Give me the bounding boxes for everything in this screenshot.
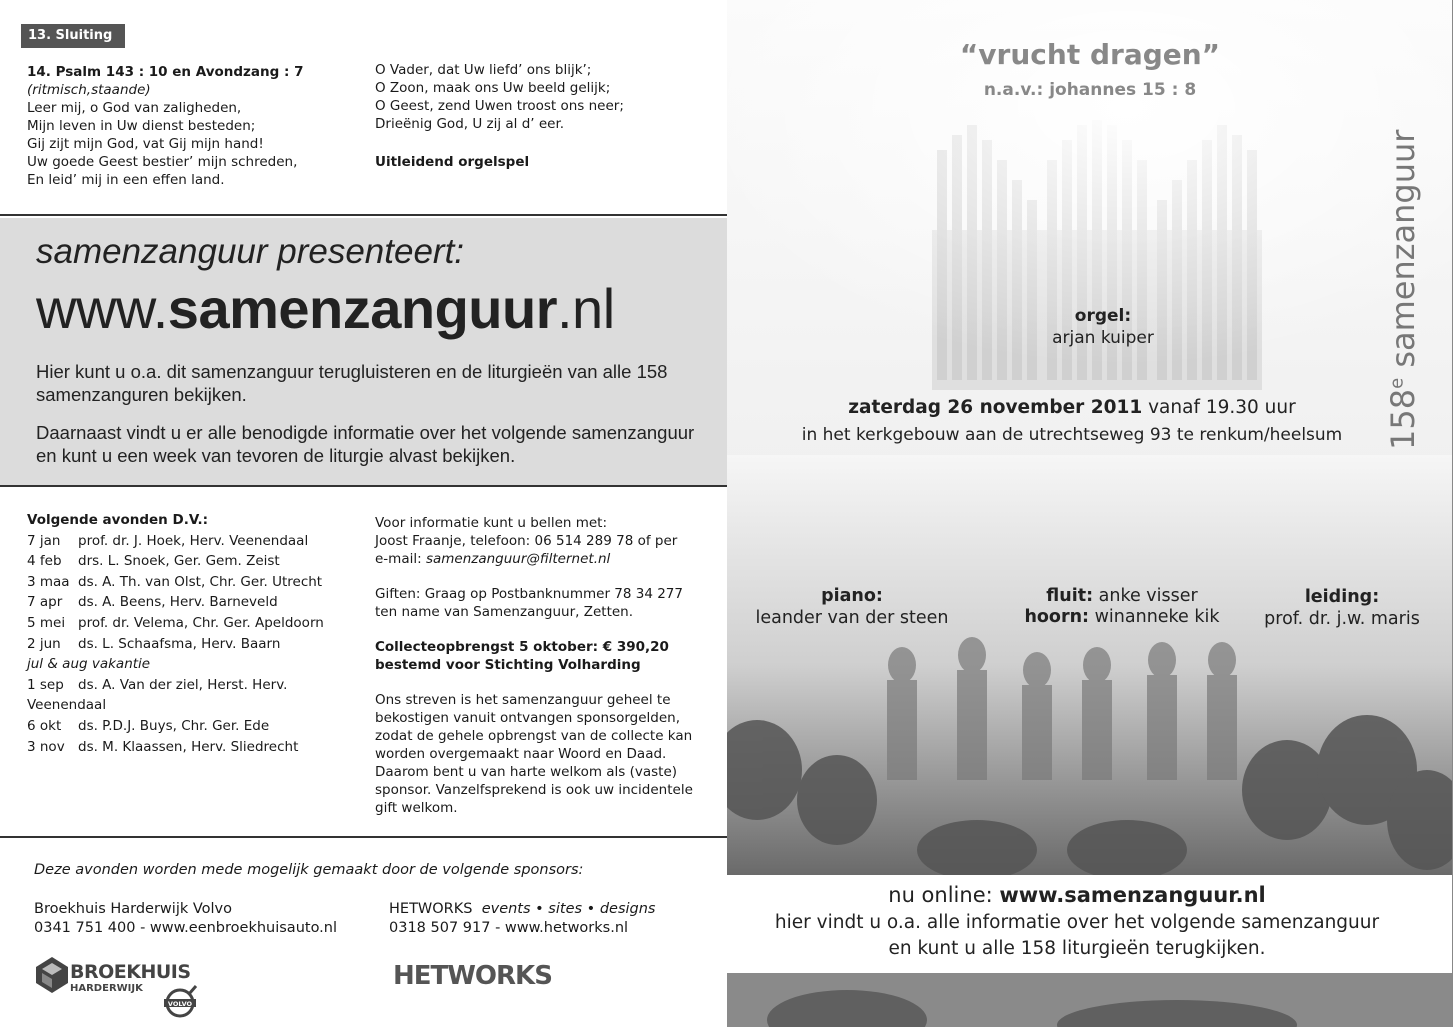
divider: [0, 485, 727, 487]
hymn-line: Leer mij, o God van zaligheden,: [27, 100, 242, 116]
sponsor-broekhuis: [34, 900, 337, 938]
contact-line: Joost Fraanje, telefoon: 06 514 289 78 of per: [375, 533, 678, 549]
hymn-line: Gij zijt mijn God, vat Gij mijn hand!: [27, 136, 264, 152]
online-desc-2: en kunt u alle 158 liturgieën terugkijken.: [888, 938, 1266, 959]
gifts-info: [375, 585, 695, 621]
hymn-note: (ritmisch,staande): [27, 82, 151, 98]
schedule: [27, 510, 367, 757]
divider: [0, 836, 727, 838]
collection-line: bestemd voor Stichting Volharding: [375, 657, 641, 673]
schedule-row: [27, 634, 367, 655]
sponsors-intro: Deze avonden worden mede mogelijk gemaakt door de volgende sponsors:: [34, 862, 584, 878]
schedule-speaker: ds. L. Schaafsma, Herv. Baarn: [78, 635, 281, 652]
schedule-heading: Volgende avonden D.V.:: [27, 512, 209, 528]
schedule-date: 3 maa: [27, 573, 70, 590]
schedule-speaker: ds. A. Beens, Herv. Barneveld: [78, 594, 278, 611]
hornist: winanneke kik: [1089, 607, 1220, 627]
promo-paragraph-1: Hier kunt u o.a. dit samenzanguur terugluisteren en de liturgieën van alle 158 samenzanguren bekijken.: [36, 361, 668, 405]
volvo-badge-icon: [162, 981, 202, 1021]
event-time: vanaf 19.30 uur: [1142, 397, 1296, 418]
schedule-speaker: prof. dr. Velema, Chr. Ger. Apeldoorn: [78, 614, 324, 631]
schedule-row: [27, 531, 367, 552]
flute-line: [1007, 586, 1237, 606]
schedule-row-continuation: Veenendaal: [27, 697, 107, 714]
schedule-date: 7 apr: [27, 594, 63, 611]
event-location: in het kerkgebouw aan de utrechtseweg 93 te renkum/heelsum: [801, 425, 1343, 445]
section-heading: 13. Sluiting: [21, 24, 125, 48]
sponsor-contact: 0341 751 400 - www.eenbroekhuisauto.nl: [34, 920, 338, 936]
promo-url-prefix: www.: [36, 277, 168, 340]
contact-line: Voor informatie kunt u bellen met:: [375, 515, 608, 531]
hymn-line: Drieënig God, U zij al d’ eer.: [375, 116, 565, 132]
volvo-badge-text: VOLVO: [167, 1000, 193, 1008]
organ-label: orgel:: [1074, 306, 1132, 326]
contact-info: [375, 514, 695, 568]
event-date-bold: zaterdag 26 november 2011: [848, 397, 1143, 418]
schedule-row: [27, 675, 367, 696]
edition-suffix: e: [1386, 377, 1408, 389]
schedule-speaker: prof. dr. J. Hoek, Herv. Veenendaal: [78, 532, 309, 549]
horn-label: hoorn:: [1024, 607, 1090, 627]
hetworks-logo: HETWORKS: [393, 961, 552, 991]
edition-number: 158: [1384, 388, 1422, 450]
info-block: [375, 514, 695, 834]
cover-theme: “vrucht dragen”: [959, 38, 1221, 71]
schedule-date: 4 feb: [27, 553, 62, 570]
sponsor-name: HETWORKS: [389, 901, 473, 917]
contact-email: samenzanguur@filternet.nl: [425, 551, 611, 567]
schedule-speaker: ds. P.D.J. Buys, Chr. Ger. Ede: [78, 717, 270, 734]
leader: prof. dr. j.w. maris: [1264, 609, 1420, 629]
hymn-block-left: [27, 63, 357, 189]
organist: arjan kuiper: [1052, 328, 1154, 348]
horn-line: [1007, 607, 1237, 627]
online-line: [727, 883, 1427, 907]
leader-label: leiding:: [1304, 587, 1380, 607]
online-label: nu online:: [888, 883, 1000, 907]
broekhuis-diamond-icon: [34, 955, 70, 995]
hymn-line: O Vader, dat Uw liefd’ ons blijk’;: [375, 62, 592, 78]
hymn-title: 14. Psalm 143 : 10 en Avondzang : 7: [27, 64, 304, 80]
schedule-row: [27, 737, 367, 758]
logo-text: BROEKHUIS: [70, 961, 191, 983]
cover-reference: n.a.v.: johannes 15 : 8: [983, 80, 1197, 100]
schedule-date: 6 okt: [27, 717, 62, 734]
schedule-row: [27, 592, 367, 613]
hymn-line: O Geest, zend Uwen troost ons neer;: [375, 98, 624, 114]
edition-word: samenzanguur: [1384, 129, 1422, 378]
schedule-date: 3 nov: [27, 738, 65, 755]
schedule-speaker: drs. L. Snoek, Ger. Gem. Zeist: [78, 553, 280, 570]
schedule-speaker: ds. M. Klaassen, Herv. Sliedrecht: [78, 738, 299, 755]
hymn-line: O Zoon, maak ons Uw beeld gelijk;: [375, 80, 611, 96]
mission-text: Ons streven is het samenzanguur geheel te bekostigen vanuit ontvangen sponsorgelden, zodat de gehele opbrengst van de collecte kan worden overgemaakt naar Woord en Daad. Daarom bent u van harte welkom als (vaste) sponsor. Vanzelfsprekend is ook uw incidentele gift welkom.: [375, 692, 693, 816]
hymn-line: Mijn leven in Uw dienst besteden;: [27, 118, 256, 134]
hymn-line: En leid’ mij in een effen land.: [27, 172, 225, 188]
cover-vertical-title: [1384, 90, 1434, 450]
broekhuis-logo: [34, 955, 194, 1023]
promo-url: [36, 276, 615, 341]
cover-photo: [727, 0, 1453, 1027]
hymn-line: Uw goede Geest bestier’ mijn schreden,: [27, 154, 298, 170]
gifts-line: Giften: Graag op Postbanknummer 78 34 277: [375, 586, 683, 602]
closing-organ: Uitleidend orgelspel: [375, 154, 530, 170]
schedule-vacation: jul & aug vakantie: [27, 656, 151, 673]
sponsor-tagline: events • sites • designs: [481, 901, 656, 917]
collection-info: [375, 638, 695, 674]
schedule-date: 5 mei: [27, 614, 66, 631]
promo-paragraph-2: Daarnaast vindt u er alle benodigde informatie over het volgende samenzanguur en kunt u een week van tevoren de liturgie alvast bekijken.: [36, 422, 695, 466]
sponsor-name: Broekhuis Harderwijk Volvo: [34, 901, 233, 917]
collection-line: Collecteopbrengst 5 oktober: € 390,20: [375, 639, 669, 655]
promo-url-main: samenzanguur: [167, 277, 557, 340]
sponsor-hetworks: [389, 900, 655, 938]
schedule-date: 7 jan: [27, 532, 61, 549]
flutist: anke visser: [1093, 586, 1198, 606]
schedule-row: [27, 551, 367, 572]
flute-label: fluit:: [1046, 586, 1094, 606]
piano-label: piano:: [821, 586, 883, 606]
schedule-row: [27, 572, 367, 593]
online-url: www.samenzanguur.nl: [999, 883, 1266, 907]
sponsor-contact: 0318 507 917 - www.hetworks.nl: [389, 920, 629, 936]
hymn-block-right: [375, 61, 705, 171]
schedule-speaker: ds. A. Van der ziel, Herst. Herv.: [78, 676, 288, 693]
divider: [0, 214, 727, 216]
schedule-row: [27, 613, 367, 634]
email-label: e-mail:: [375, 551, 426, 567]
schedule-row: [27, 716, 367, 737]
promo-subtitle: samenzanguur presenteert:: [36, 232, 465, 271]
promo-url-suffix: .nl: [557, 277, 615, 340]
schedule-date: 1 sep: [27, 676, 64, 693]
cover-page: [727, 0, 1453, 1027]
event-date: [727, 397, 1417, 418]
schedule-speaker: ds. A. Th. van Olst, Chr. Ger. Utrecht: [78, 573, 323, 590]
gifts-line: ten name van Samenzanguur, Zetten.: [375, 604, 634, 620]
logo-subtext: HARDERWIJK: [70, 983, 143, 994]
schedule-date: 2 jun: [27, 635, 61, 652]
pianist: leander van der steen: [755, 608, 949, 628]
online-desc-1: hier vindt u o.a. alle informatie over het volgende samenzanguur: [774, 912, 1380, 933]
